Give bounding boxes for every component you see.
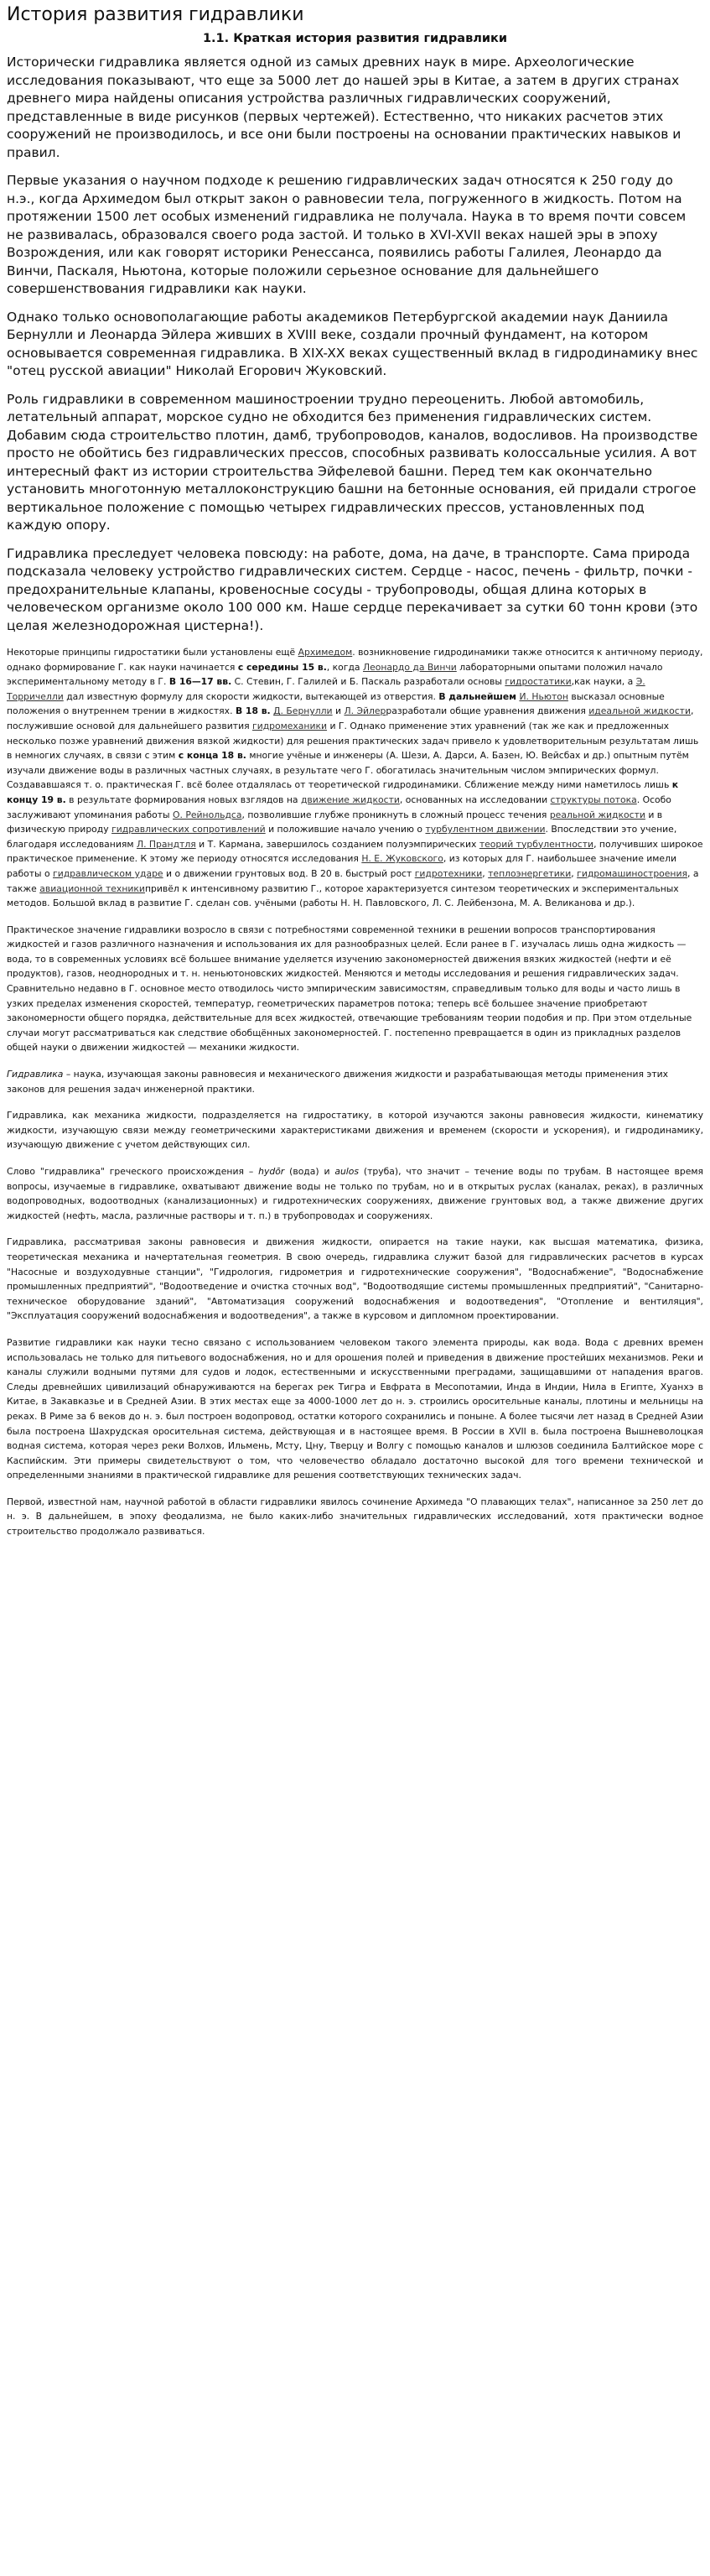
paragraph xyxy=(7,309,703,381)
bold-text: В 18 в. xyxy=(235,705,271,717)
text-run: и xyxy=(332,705,345,717)
paragraph xyxy=(7,1495,703,1539)
inline-link[interactable]: Э. Торричелли xyxy=(7,676,645,702)
text-run: (труба), что значит – течение воды по трубам. В настоящее время вопросы, изучаемые в гидравлике, охватывают движение воды не только по трубам, но и в открытых руслах (каналах, реках), в различных водопроводных, водоотводных (канализационных) и гидротехнических сооружениях, движение грунтовых вод, а также движение других жидкостей (нефть, масла, различные растворы и т. п.) в трубопроводах и сооружениях. xyxy=(7,1166,703,1221)
text-run: Гидравлика преследует человека повсюду: на работе, дома, на даче, в транспорте. Сама природа подсказала человеку устройство гидравлических систем. Сердце - насос, печень - фильтр, почки - предохранительные клапаны, кровеносные сосуды - трубопроводы, общая длина которых в человеческом организме около 100 000 км. Наше сердце перекачивает за сутки 60 тонн крови (это целая железнодорожная цистерна!). xyxy=(7,545,698,633)
paragraph xyxy=(7,645,703,911)
bold-text: с середины 15 в. xyxy=(237,661,327,673)
text-run: и Г. Однако применение этих уравнений (так же как и предложенных несколько позже уравнений движения вязкой жидкости) для решения практических задач привело к удовлетворительным результатам лишь в немногих случаях, в связи с этим xyxy=(7,720,699,762)
text-run: – наука, изучающая законы равновесия и механического движения жидкости и разрабатывающая методы применения этих законов для решения задач инженерной практики. xyxy=(7,1069,669,1095)
text-run: . Впоследствии это учение, благодаря исследованиям xyxy=(7,824,677,850)
inline-link[interactable]: структуры потока xyxy=(550,794,637,805)
paragraph xyxy=(7,1235,703,1324)
inline-link[interactable]: Архимедом xyxy=(298,647,353,658)
inline-link[interactable]: авиационной техники xyxy=(39,882,145,894)
text-run: высказал основные положения о внутреннем трении в жидкостях. xyxy=(7,690,665,717)
text-run: и в физическую природу xyxy=(7,809,663,835)
paragraph xyxy=(7,172,703,299)
italic-term: aulos xyxy=(334,1166,360,1177)
bold-text: с конца 18 в. xyxy=(178,750,246,762)
detailed-section xyxy=(7,645,703,1539)
text-run: . Особо заслуживают упоминания работы xyxy=(7,794,671,820)
text-run: , из которых для Г. наибольшее значение имели работы о xyxy=(7,853,676,879)
text-run: , xyxy=(571,867,578,879)
section-heading: 1.1. Краткая история развития гидравлики xyxy=(202,32,508,45)
text-run: , а также xyxy=(7,867,699,894)
inline-link[interactable]: идеальной жидкости xyxy=(588,705,691,717)
inline-link[interactable]: турбулентном движении xyxy=(425,824,546,835)
text-run: и положившие начало учению о xyxy=(265,824,426,835)
text-run: в результате формирования новых взглядов на xyxy=(65,794,301,805)
text-run: Роль гидравлики в современном машиностроении трудно переоценить. Любой автомобиль, летательный аппарат, морское судно не обходится без применения гидравлических систем. Добавим сюда строительство плотин, дамб, трубопроводов, каналов, водосливов. На производстве просто не обойтись без гидравлических прессов, способных развивать колоссальные усилия. А вот интересный факт из истории строительства Эйфелевой башни. Перед тем как окончательно установить многотонную металлоконструкцию башни на бетонные основания, ей придали строгое вертикальное положение с помощью четырех гидравлических прессов, установленных под каждую опору. xyxy=(7,391,698,533)
text-run: Практическое значение гидравлики возросло в связи с потребностями современной техники в решении вопросов транспортирования жидкостей и газов различного назначения и использования их для разнообразных целей. Если ранее в Г. изучалась лишь одна жидкость — вода, то в современных условиях всё большее внимание уделяется изучению закономерностей движения вязких жидкостей (нефти и её продуктов), газов, неоднородных и т. н. неньютоновских жидкостей. Меняются и методы исследования и решения гидравлических задач. Сравнительно недавно в Г. основное место отводилось чисто эмпирическим зависимостям, справедливым только для воды и часто лишь в узких пределах изменения скоростей, температур, геометрических параметров потока; теперь всё большее значение приобретают закономерности общего порядка, действительные для всех жидкостей, отвечающие требованиям теории подобия и пр. При этом отдельные случаи могут рассматриваться как следствие обобщённых закономерностей. Г. постепенно превращается в один из прикладных разделов общей науки о движении жидкостей — механики жидкости. xyxy=(7,924,692,1054)
text-run: , когда xyxy=(326,661,363,673)
text-run: , послужившие основой для дальнейшего развития xyxy=(7,705,694,731)
text-run: Первой, известной нам, научной работой в области гидравлики явилось сочинение Архимеда "О плавающих телах", написанное за 250 лет до н. э. В дальнейшем, в эпоху феодализма, не было каких-либо значительных гидравлических исследований, хотя практически водное строительство продолжало развиваться. xyxy=(7,1496,703,1538)
text-run: привёл к интенсивному развитию Г., которое характеризуется синтезом теоретических и экспериментальных методов. Большой вклад в развитие Г. сделан сов. учёными (работы Н. Н. Павловского, Л. С. Лейбензона, М. А. Великанова и др.). xyxy=(7,882,679,909)
text-run: , основанных на исследовании xyxy=(399,794,551,805)
inline-link[interactable]: гидротехники xyxy=(414,867,483,879)
inline-link[interactable]: гидравлических сопротивлений xyxy=(111,824,266,835)
inline-link[interactable]: гидромашиностроения xyxy=(577,867,687,879)
text-run: Некоторые принципы гидростатики были установлены ещё xyxy=(7,647,298,658)
inline-link[interactable]: движение жидкости xyxy=(300,794,400,805)
text-run: многие учёные и инженеры (А. Шези, А. Дарси, А. Базен, Ю. Вейсбах и др.) опытным путём изучали движение воды в различных частных случаях, в результате чего Г. обогатилась значительным числом эмпирических формул. Создававшаяся т. о. практическая Г. всё более отдалялась от теоретической гидродинамики. Сближение между ними наметилось лишь xyxy=(7,750,689,791)
italic-term: hydōr xyxy=(258,1166,285,1177)
inline-link[interactable]: Н. Е. Жуковского xyxy=(361,853,443,865)
text-run: Развитие гидравлики как науки тесно связано с использованием человеком такого элемента природы, как вода. Вода с древних времен использовалась не только для питьевого водоснабжения, но и для орошения полей и приведения в движение простейших механизмов. Реки и каналы служили водными путями для судов и лодок, естественными и искусственными преградами, защищавшими от нападения врагов. Следы древнейших цивилизаций обнаруживаются на берегах рек Тигра и Евфрата в Месопотамии, Инда в Индии, Нила в Египте, Хуанхэ в Китае, в Закавказье и в Средней Азии. В этих местах еще за 4000-1000 лет до н. э. строились оросительные каналы, плотины и мельницы на реках. В Риме за 6 веков до н. э. был построен водопровод, остатки которого сохранились и поныне. А более тысячи лет назад в Средней Азии была построена Шахрудская оросительная система, действующая и в настоящее время. В России в XVII в. была построена Вышневолоцкая водная система, которая через реки Волхов, Ильмень, Мсту, Цну, Тверцу и Волгу с помощью каналов и шлюзов соединила Балтийское море с Каспийским. Эти примеры свидетельствуют о том, что человечество обладало достаточно высокой для того времени технической и определенными знаниями в практической гидравлике для решения соответствующих технических задач. xyxy=(7,1336,703,1481)
paragraph xyxy=(7,923,703,1055)
inline-link[interactable]: Л. Прандтля xyxy=(136,838,196,850)
inline-link[interactable]: О. Рейнольдса xyxy=(173,809,242,820)
text-run: и о движении грунтовых вод. В 20 в. быстрый рост xyxy=(163,867,415,879)
text-run: (вода) и xyxy=(284,1166,335,1177)
text-run: С. Стевин, Г. Галилей и Б. Паскаль разработали основы xyxy=(231,676,505,688)
inline-link[interactable]: реальной жидкости xyxy=(549,809,645,820)
inline-link[interactable]: гидростатики xyxy=(505,676,572,688)
text-run: , позволившие глубже проникнуть в сложный процесс течения xyxy=(241,809,550,820)
text-run: ,как науки, а xyxy=(571,676,636,688)
text-run: Первые указания о научном подходе к решению гидравлических задач относятся к 250 году до н.э., когда Архимедом был открыт закон о равновесии тела, погруженного в жидкость. Потом на протяжении 1500 лет особых изменений гидравлика не получала. Наука в то время почти совсем не развивалась, образовался своего рода застой. И только в XVI-XVII веках нашей эры в эпоху Возрождения, или как говорят историки Ренессанса, появились работы Галилея, Леонардо да Винчи, Паскаля, Ньютона, которые положили серьезное основание для дальнейшего совершенствования гидравлики как науки. xyxy=(7,173,687,296)
paragraph xyxy=(7,1067,703,1096)
bold-text: В дальнейшем xyxy=(438,690,517,702)
inline-link[interactable]: Д. Бернулли xyxy=(273,705,333,717)
text-run: дал известную формулу для скорости жидкости, вытекающей из отверстия. xyxy=(63,690,439,702)
text-run: , получивших широкое практическое применение. К этому же периоду относятся исследования xyxy=(7,838,703,865)
paragraph xyxy=(7,1335,703,1483)
inline-link[interactable]: И. Ньютон xyxy=(519,690,568,702)
text-run: Слово "гидравлика" греческого происхождения – xyxy=(7,1166,259,1177)
text-run: лабораторными опытами положил начало экспериментальному методу в Г. xyxy=(7,661,663,688)
text-run: Однако только основополагающие работы академиков Петербургской академии наук Даниила Бернулли и Леонарда Эйлера живших в XVIII веке, создали прочный фундамент, на котором основывается современная гидравлика. В XIX-XX веках существенный вклад в гидродинамику внес "отец русской авиации" Николай Егорович Жуковский. xyxy=(7,309,698,378)
inline-link[interactable]: теорий турбулентности xyxy=(479,838,594,850)
paragraph xyxy=(7,1108,703,1153)
text-run: , xyxy=(482,867,489,879)
text-run: Гидравлика, рассматривая законы равновесия и движения жидкости, опирается на такие науки, как высшая математика, физика, теоретическая механика и начертательная геометрия. В свою очередь, гидравлика служит базой для гидравлических расчетов в курсах "Насосные и воздуходувные станции", "Гидрология, гидрометрия и гидротехнические сооружения", "Водоснабжение", "Водоснабжение промышленных предприятий", "Водоотведение и очистка сточных вод", "Водоотводящие системы промышленных предприятий", "Санитарно-техническое оборудование зданий", "Автоматизация сооружений водоснабжения и водоотведения", "Отопление и вентиляция", "Эксплуатация сооружений водоснабжения и водоотведения", а также в курсовом и дипломном проектировании. xyxy=(7,1236,703,1322)
text-run: Исторически гидравлика является одной из самых древних наук в мире. Археологические исследования показывают, что еще за 5000 лет до нашей эры в Китае, а затем в других странах древнего мира найдены описания устройства различных гидравлических сооружений, представленные в виде рисунков (первых чертежей). Естественно, что никаких расчетов этих сооружений не производилось, и все они были построены на основании практических навыков и правил. xyxy=(7,55,681,160)
paragraph xyxy=(7,1164,703,1223)
bold-text: к концу 19 в. xyxy=(7,779,679,805)
inline-link[interactable]: гидромеханики xyxy=(252,720,328,731)
inline-link[interactable]: Л. Эйлер xyxy=(344,705,386,717)
text-run: и Т. Кармана, завершилось созданием полуэмпирических xyxy=(195,838,479,850)
text-run: разработали общие уравнения движения xyxy=(386,705,589,717)
inline-link[interactable]: гидравлическом ударе xyxy=(53,867,163,879)
page-title: История развития гидравлики xyxy=(7,4,304,25)
intro-section xyxy=(7,54,703,635)
paragraph xyxy=(7,545,703,636)
text-run: . возникновение гидродинамики также относится к античному периоду, однако формирование Г. как науки начинается xyxy=(7,647,703,673)
paragraph xyxy=(7,391,703,535)
inline-link[interactable]: Леонардо да Винчи xyxy=(362,661,457,673)
inline-link[interactable]: теплоэнергетики xyxy=(488,867,572,879)
italic-term: Гидравлика xyxy=(7,1069,64,1080)
paragraph xyxy=(7,54,703,162)
bold-text: В 16—17 вв. xyxy=(168,676,232,688)
text-run: Гидравлика, как механика жидкости, подразделяется на гидростатику, в которой изучаются законы равновесия жидкости, кинематику жидкости, изучающую связи между геометрическими характеристиками движения и временем (скорости и ускорения), и гидродинамику, изучающую движение с учетом действующих сил. xyxy=(7,1110,703,1151)
